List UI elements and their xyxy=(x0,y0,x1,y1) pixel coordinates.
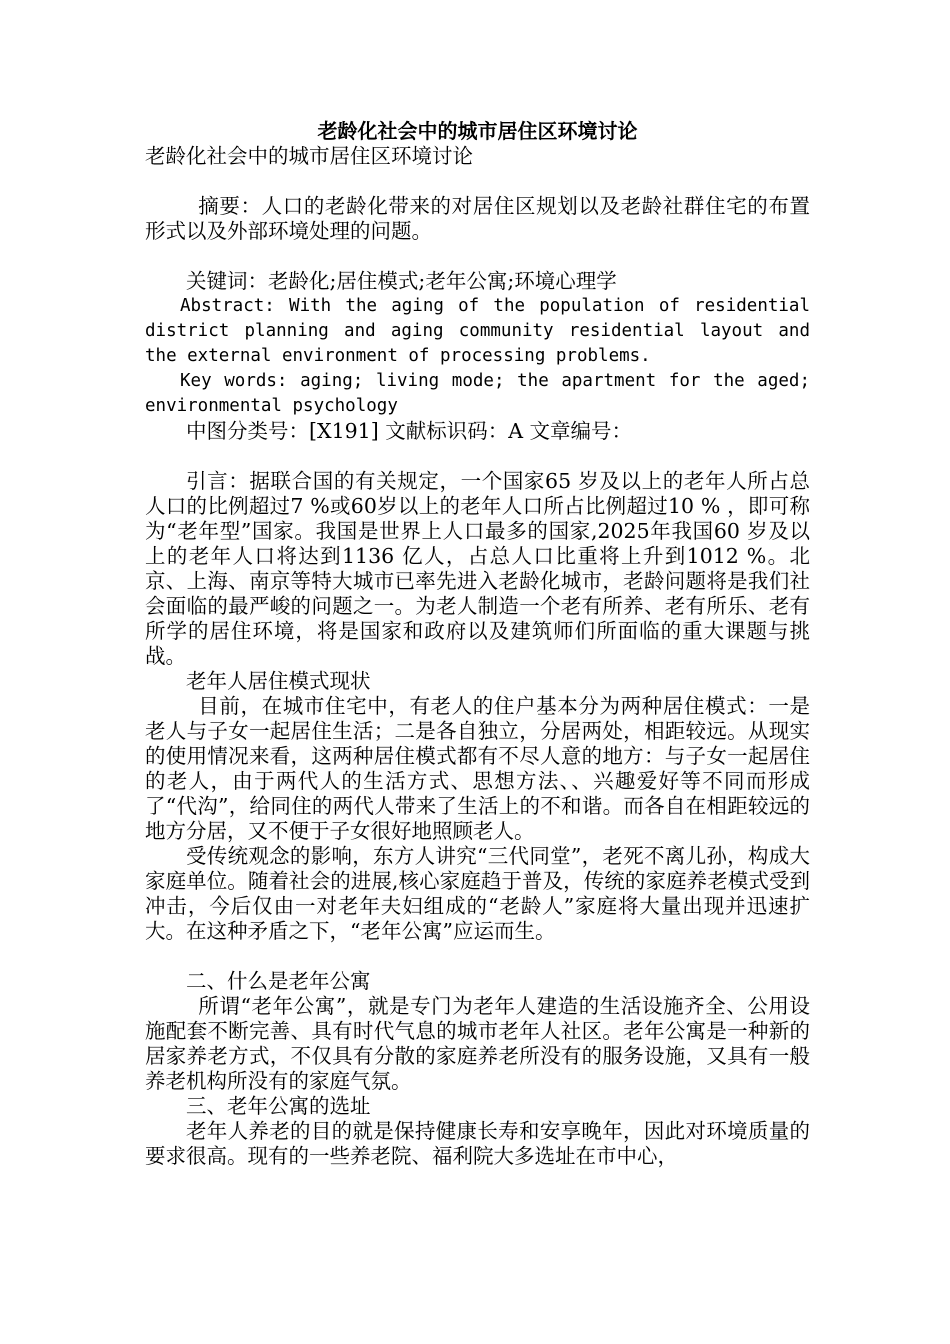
document-subtitle: 老龄化社会中的城市居住区环境讨论 xyxy=(145,144,473,168)
keywords-cn: 关键词：老龄化;居住模式;老年公寓;环境心理学 xyxy=(186,269,617,293)
section1-heading: 老年人居住模式现状 xyxy=(186,669,371,693)
document-title: 老龄化社会中的城市居住区环境讨论 xyxy=(317,119,638,143)
keywords-en: Key words: aging; living mode; the apartment for the aged; environmental psychology xyxy=(145,371,810,416)
spacer xyxy=(145,244,810,269)
spacer xyxy=(145,944,810,969)
section1-paragraph-2: 受传统观念的影响，东方人讲究“三代同堂”，老死不离儿孙，构成大家庭单位。随着社会的进展,核心家庭趋于普及，传统的家庭养老模式受到冲击，今后仅由一对老年夫妇组成的“老龄人”家庭将大量出现并迅速扩大。在这种矛盾之下，“老年公寓”应运而生。 xyxy=(145,844,810,943)
section1-paragraph-1: 目前，在城市住宅中，有老人的住户基本分为两种居住模式：一是老人与子女一起居住生活；二是各自独立，分居两处，相距较远。从现实的使用情况来看，这两种居住模式都有不尽人意的地方：与子女一起居住的老人，由于两代人的生活方式、思想方法、、兴趣爱好等不同而形成了“代沟”，给同住的两代人带来了生活上的不和谐。而各自在相距较远的地方分居，又不便于子女很好地照顾老人。 xyxy=(145,694,810,843)
abstract-en: Abstract: With the aging of the population of residential district planning and aging community residential layout and the external environment of processing problems. xyxy=(145,296,810,366)
section3-paragraph-1: 老年人养老的目的就是保持健康长寿和安享晚年，因此对环境质量的要求很高。现有的一些养老院、福利院大多选址在市中心， xyxy=(145,1119,810,1168)
section3-heading: 三、老年公寓的选址 xyxy=(186,1094,371,1118)
abstract-cn: 摘要：人口的老龄化带来的对居住区规划以及老龄社群住宅的布置形式以及外部环境处理的问题。 xyxy=(145,194,810,243)
spacer xyxy=(145,169,810,194)
document-page xyxy=(145,118,810,1169)
section2-heading: 二、什么是老年公寓 xyxy=(186,969,371,993)
intro-paragraph: 引言：据联合国的有关规定，一个国家65 岁及以上的老年人所占总人口的比例超过7 %或60岁以上的老年人口所占比例超过10 % ，即可称为“老年型”国家。我国是世界上人口最多的国家,2025年我国60 岁及以上的老年人口将达到1136 亿人，占总人口比重将上升到1012 %。北京、上海、南京等特大城市已率先进入老龄化城市，老龄问题将是我们社会面临的最严峻的问题之一。为老人制造一个老有所养、老有所乐、老有所学的居住环境，将是国家和政府以及建筑师们所面临的重大课题与挑战。 xyxy=(145,469,810,668)
classification-line: 中图分类号：[X191] 文献标识码：A 文章编号： xyxy=(186,419,633,443)
section2-paragraph-1: 所谓“老年公寓”，就是专门为老年人建造的生活设施齐全、公用设施配套不断完善、具有时代气息的城市老年人社区。老年公寓是一种新的居家养老方式，不仅具有分散的家庭养老所没有的服务设施，又具有一般养老机构所没有的家庭气氛。 xyxy=(145,994,810,1093)
spacer xyxy=(145,444,810,469)
